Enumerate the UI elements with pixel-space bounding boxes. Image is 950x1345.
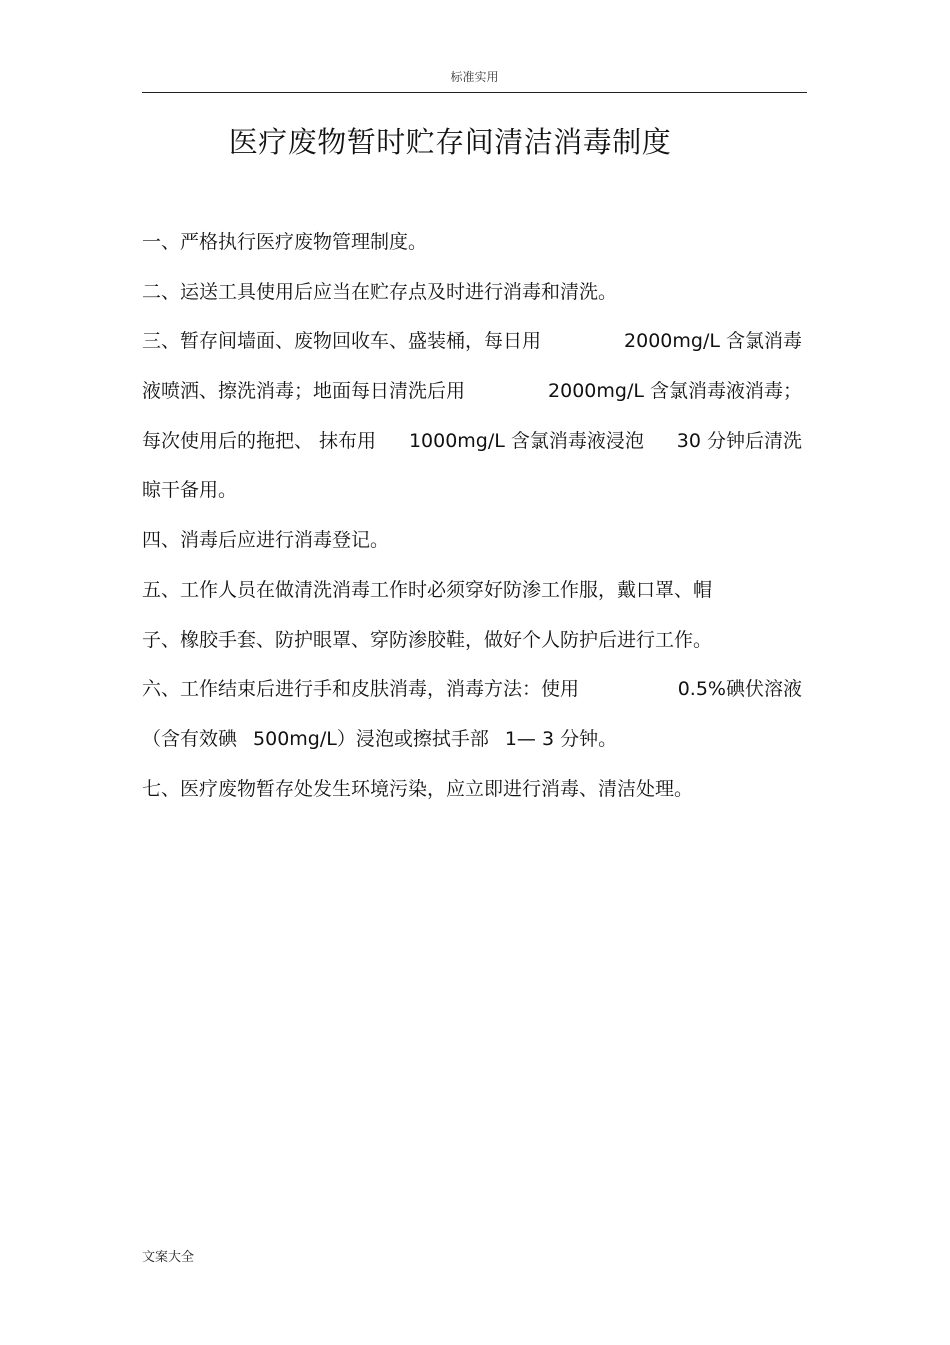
line-text: 二、运送工具使用后应当在贮存点及时进行消毒和清洗。 [142, 280, 618, 303]
paragraph-line [142, 373, 802, 423]
line-text: 1000mg/L 含氯消毒液浸泡 [408, 429, 644, 452]
line-text: 1— 3 分钟。 [504, 727, 618, 750]
line-text: 30 分钟后清洗 [676, 429, 802, 452]
line-text: 每次使用后的拖把、 抹布用 [142, 429, 377, 452]
page-footer: 文案大全 [142, 1250, 195, 1265]
paragraph-line [142, 622, 802, 672]
document-title: 医疗废物暂时贮存间清洁消毒制度 [228, 125, 672, 159]
page-header [142, 66, 807, 93]
line-text: （含有效碘 [142, 727, 238, 750]
paragraph-line [142, 771, 802, 821]
paragraph-line [142, 721, 802, 771]
paragraph-line [142, 522, 802, 572]
line-text: 七、医疗废物暂存处发生环境污染，应立即进行消毒、清洁处理。 [142, 777, 694, 800]
line-text: 子、橡胶手套、防护眼罩、穿防渗胶鞋，做好个人防护后进行工作。 [142, 628, 713, 651]
paragraph-line [142, 274, 802, 324]
line-text: 三、暂存间墙面、废物回收车、盛装桶，每日用 [142, 330, 542, 353]
line-text: 液喷洒、擦洗消毒；地面每日清洗后用 [142, 380, 466, 403]
line-text: 2000mg/L 含氯消毒液消毒； [548, 380, 802, 403]
line-text: 六、工作结束后进行手和皮肤消毒，消毒方法：使用 [142, 678, 580, 701]
paragraph-line [142, 323, 802, 373]
paragraph-line [142, 224, 802, 274]
header-text: 标准实用 [450, 70, 499, 84]
line-text: 0.5%碘伏溶液 [677, 678, 802, 701]
line-text: 2000mg/L 含氯消毒 [624, 330, 802, 353]
line-text: 500mg/L）浸泡或擦拭手部 [253, 727, 489, 750]
line-text: 一、严格执行医疗废物管理制度。 [142, 231, 428, 253]
line-text: 四、消毒后应进行消毒登记。 [142, 529, 390, 552]
line-text: 五、工作人员在做清洗消毒工作时必须穿好防渗工作服，戴口罩、帽 [142, 578, 713, 601]
paragraph-line [142, 423, 802, 473]
paragraph-line [142, 572, 802, 622]
paragraph-line [142, 472, 802, 522]
document-body [142, 224, 802, 820]
line-text: 晾干备用。 [142, 479, 238, 502]
paragraph-line [142, 671, 802, 721]
